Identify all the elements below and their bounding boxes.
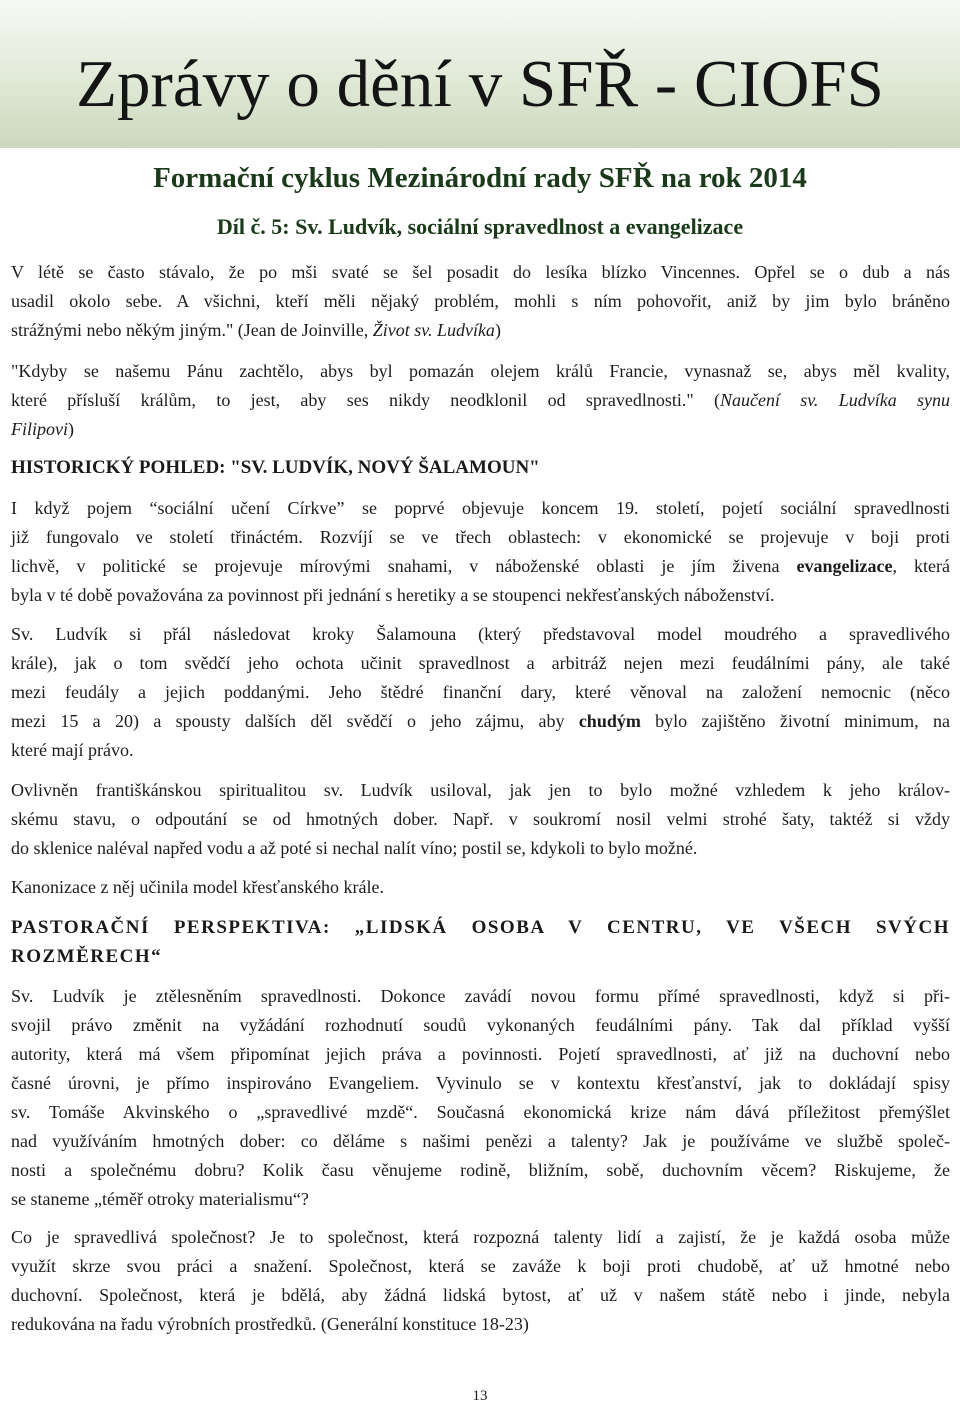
newsletter-title: Zprávy o dění v SFŘ - CIOFS	[76, 47, 884, 121]
text-line: do sklenice naléval napřed vodu a až poté si nechal nalít víno; postil se, kdykoli to bylo možné.	[11, 838, 698, 858]
header-banner	[0, 0, 960, 148]
text-line: se staneme „téměř otroky materialismu“?	[11, 1189, 309, 1209]
text-line: časné úrovni, je přímo inspirováno Evangeliem. Vyvinulo se v kontextu křesťanství, jak to dokládají spisy	[11, 1073, 950, 1093]
text-line: svojil právo změnit na vyžádání rozhodnutí soudů vykonaných feudálními pány. Tak dal příklad vyšší	[11, 1015, 950, 1035]
text-line: lichvě, v politické se projevuje mírovými snahami, v náboženské oblasti je jím živena evangelizace, která	[11, 556, 950, 576]
text-line: skému stavu, o odpoutání se od hmotných dober. Např. v soukromí nosil velmi strohé šaty, taktéž si vždy	[11, 809, 950, 829]
paragraph-canonization	[11, 873, 950, 902]
paragraph-social-justice	[11, 494, 950, 610]
text-line: V létě se často stávalo, že po mši svaté se šel posadit do lesíka blízko Vincennes. Opřel se o dub a nás	[11, 262, 950, 282]
text-line: "Kdyby se našemu Pánu zachtělo, abys byl pomazán olejem králů Francie, vynasnaž se, abys měl kvality,	[11, 361, 950, 381]
quote-paragraph-2	[11, 357, 950, 444]
source-title: Život sv. Ludvíka	[372, 320, 495, 340]
text-line: redukována na řadu výrobních prostředků. (Generální konstituce 18-23)	[11, 1314, 529, 1334]
paragraph-solomon	[11, 620, 950, 765]
text-line: Sv. Ludvík je ztělesněním spravedlnosti. Dokonce zavádí novou formu přímé spravedlnosti, když si při-	[11, 986, 950, 1006]
paragraph-franciscan	[11, 776, 950, 863]
text-line: Co je spravedlivá společnost? Je to společnost, která rozpozná talenty lidí a zajistí, že je každá osoba může	[11, 1227, 950, 1247]
paragraph-just-society	[11, 1223, 950, 1339]
text-line: které mají právo.	[11, 740, 134, 760]
text-line: krále), jak o tom svědčí jeho ochota učinit spravedlnost a arbitráž nejen mezi feudálními pány, ale také	[11, 653, 950, 673]
text-line: Sv. Ludvík si přál následovat kroky Šalamouna (který představoval model moudrého a spravedlivého	[11, 624, 950, 644]
text-line: sv. Tomáše Akvinského o „spravedlivé mzdě“. Současná ekonomická krize nám dává příležitost přemýšlet	[11, 1102, 950, 1122]
text-line: mezi 15 a 20) a spousty dalších děl svědčí o jeho zájmu, aby chudým bylo zajištěno životní minimum, na	[11, 711, 950, 731]
text-line: nad využíváním hmotných dober: co děláme s našimi penězi a talenty? Jak je používáme ve službě společ-	[11, 1131, 950, 1151]
source-title: Filipovi	[11, 419, 68, 439]
text-line: autority, která má všem připomínat jejich práva a povinnosti. Pojetí spravedlnosti, ať již na duchovní nebo	[11, 1044, 950, 1064]
text-line: které přísluší králům, to jest, aby ses nikdy neodklonil od spravedlnosti." (Naučení sv. Ludvíka synu	[11, 390, 950, 410]
page-number: 13	[472, 1388, 488, 1404]
text-line: byla v té době považována za povinnost při jednání s heretiky a se stoupenci nekřesťanských náboženství.	[11, 585, 775, 605]
paragraph-justice	[11, 982, 950, 1214]
emphasis: evangelizace	[796, 556, 893, 576]
quote-paragraph-1	[11, 258, 950, 345]
section-heading-historical: HISTORICKÝ POHLED: "SV. LUDVÍK, NOVÝ ŠALAMOUN"	[11, 457, 540, 478]
text-line: již fungovalo ve století třináctém. Rozvíjí se ve třech oblastech: v ekonomické se projevuje v boji proti	[11, 527, 950, 547]
article-subheading: Díl č. 5: Sv. Ludvík, sociální spravedlnost a evangelizace	[216, 214, 744, 239]
text-line: mezi feudály a jejich poddanými. Jeho štědré finanční dary, které věnoval na založení nemocnic (něco	[11, 682, 950, 702]
text-line: Kanonizace z něj učinila model křesťanského krále.	[11, 877, 385, 897]
section-heading-pastoral: PASTORAČNÍ PERSPEKTIVA: „LIDSKÁ OSOBA V CENTRU, VE VŠECH SVÝCH ROZMĚRECH“	[11, 917, 950, 967]
text-line: využít skrze svou práci a snažení. Společnost, která se zaváže k boji proti chudobě, ať už hmotné nebo	[11, 1256, 950, 1276]
emphasis: chudým	[578, 711, 641, 731]
text-line: usadil okolo sebe. A všichni, kteří měli nějaký problém, mohli s ním pohovořit, aniž by jim bylo bráněno	[11, 291, 950, 311]
text-line: duchovní. Společnost, která je bdělá, aby žádná lidská bytost, ať už v našem státě nebo i jinde, nebyla	[11, 1285, 950, 1305]
text-line: nosti a společnému dobru? Kolik času věnujeme rodině, bližním, sobě, duchovním věcem? Riskujeme, že	[11, 1160, 950, 1180]
text-line: Filipovi)	[11, 419, 74, 439]
text-line: I když pojem “sociální učení Církve” se poprvé objevuje koncem 19. století, pojetí sociální spravedlnosti	[11, 498, 950, 518]
article-heading: Formační cyklus Mezinárodní rady SFŘ na rok 2014	[153, 162, 807, 194]
source-title: Naučení sv. Ludvíka synu	[719, 390, 950, 410]
text-line: strážnými nebo někým jiným." (Jean de Joinville, Život sv. Ludvíka)	[11, 320, 501, 340]
text-line: Ovlivněn františkánskou spiritualitou sv. Ludvík usiloval, jak jen to bylo možné vzhledem k jeho králov-	[11, 780, 950, 800]
